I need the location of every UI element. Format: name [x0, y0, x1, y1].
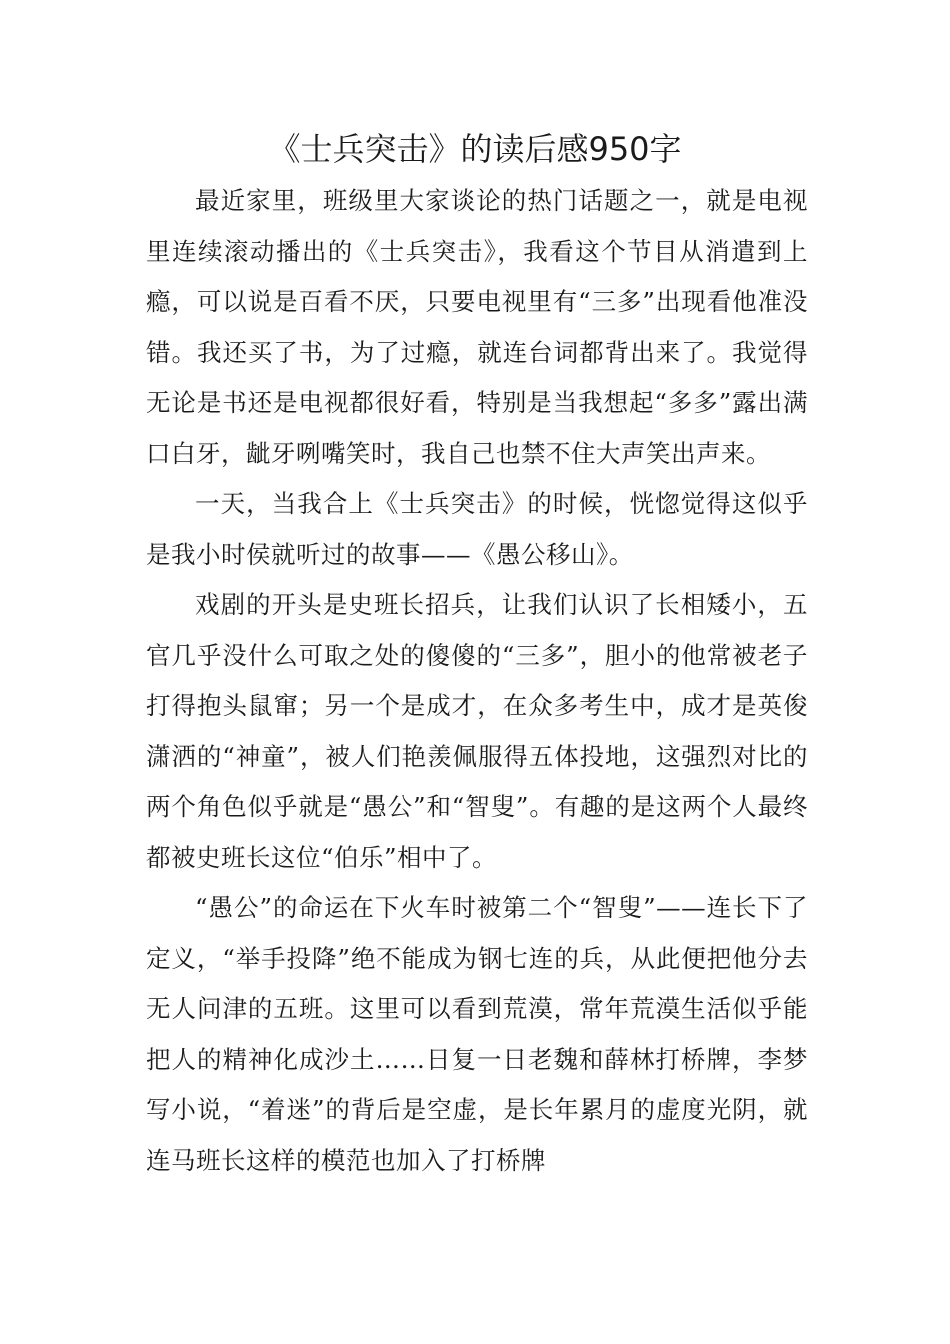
document-title: 《士兵突击》的读后感950字	[268, 130, 682, 168]
document-body	[146, 176, 808, 1186]
paragraph-1: 最近家里，班级里大家谈论的热门话题之一，就是电视里连续滚动播出的《士兵突击》，我看这个节目从消遣到上瘾，可以说是百看不厌，只要电视里有“三多”出现看他准没错。我还买了书，为了过瘾，就连台词都背出来了。我觉得无论是书还是电视都很好看，特别是当我想起“多多”露出满口白牙，龇牙咧嘴笑时，我自己也禁不住大声笑出声来。	[146, 186, 808, 468]
paragraph-4: “愚公”的命运在下火车时被第二个“智叟”——连长下了定义，“举手投降”绝不能成为钢七连的兵，从此便把他分去无人问津的五班。这里可以看到荒漠，常年荒漠生活似乎能把人的精神化成沙土……日复一日老魏和薛林打桥牌，李梦写小说，“着迷”的背后是空虚，是长年累月的虚度光阴，就连马班长这样的模范也加入了打桥牌	[146, 893, 808, 1175]
paragraph-2: 一天，当我合上《士兵突击》的时候，恍惚觉得这似乎是我小时侯就听过的故事——《愚公移山》。	[146, 489, 808, 569]
paragraph-3: 戏剧的开头是史班长招兵，让我们认识了长相矮小，五官几乎没什么可取之处的傻傻的“三多”，胆小的他常被老子打得抱头鼠窜；另一个是成才，在众多考生中，成才是英俊潇洒的“神童”，被人们艳羡佩服得五体投地，这强烈对比的两个角色似乎就是“愚公”和“智叟”。有趣的是这两个人最终都被史班长这位“伯乐”相中了。	[146, 590, 808, 872]
